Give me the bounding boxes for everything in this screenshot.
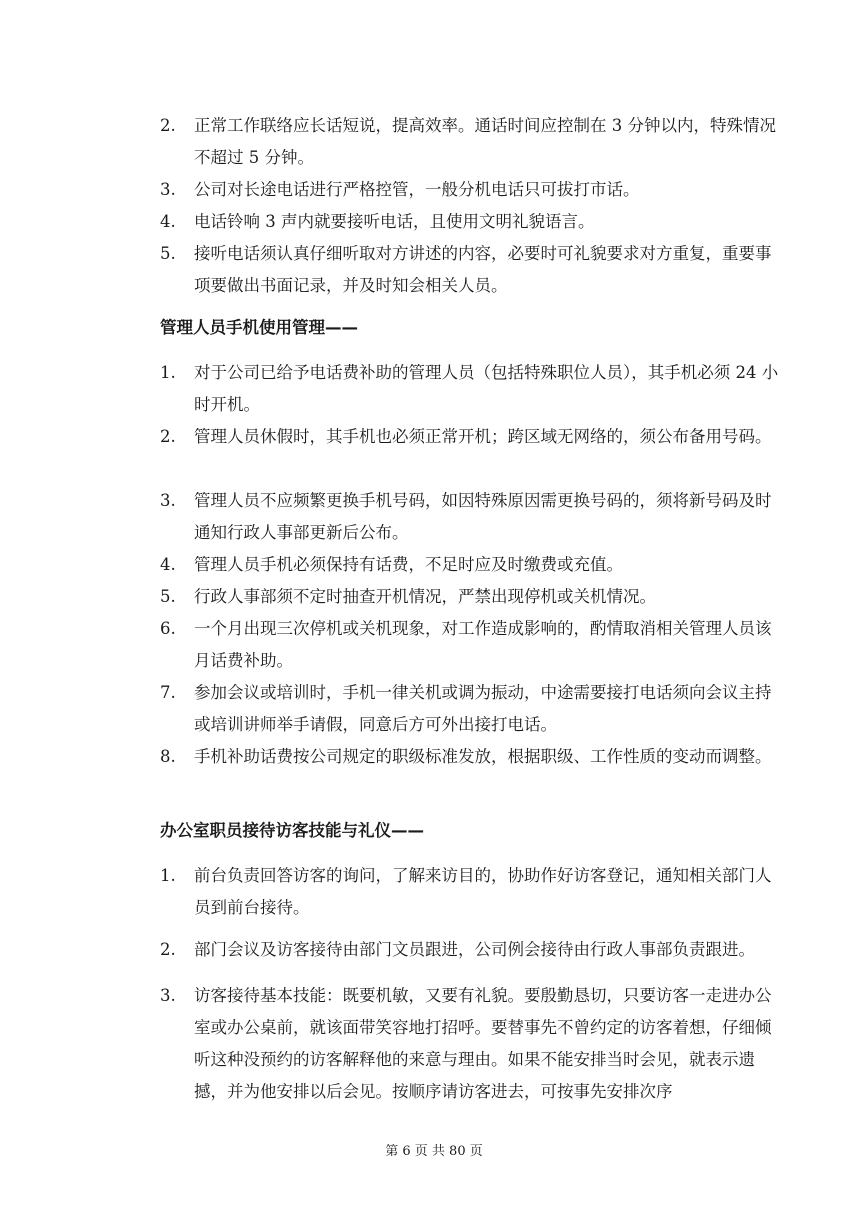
item-text: 电话铃响 3 声内就要接听电话，且使用文明礼貌语言。 [194,212,595,231]
item-text: 对于公司已给予电话费补助的管理人员（包括特殊职位人员），其手机必须 24 小时开机。 [194,363,779,414]
item-text: 接听电话须认真仔细听取对方讲述的内容，必要时可礼貌要求对方重复，重要事项要做出书面记录，并及时知会相关人员。 [194,244,772,295]
item-text: 管理人员休假时，其手机也必须正常开机；跨区域无网络的，须公布备用号码。 [194,427,772,446]
item-text: 一个月出现三次停机或关机现象，对工作造成影响的，酌情取消相关管理人员该月话费补助。 [194,619,772,670]
section-heading-visitor-reception: 办公室职员接待访客技能与礼仪—— [160,821,424,840]
item-text: 管理人员手机必须保持有话费，不足时应及时缴费或充值。 [194,555,623,574]
item-number: 1. [160,866,176,885]
item-number: 2. [160,116,176,135]
item-text: 管理人员不应频繁更换手机号码，如因特殊原因需更换号码的，须将新号码及时通知行政人事部更新后公布。 [194,491,772,542]
item-number: 5. [160,244,176,263]
section-heading-phone-management: 管理人员手机使用管理—— [160,318,358,337]
item-number: 2. [160,940,176,959]
item-text: 部门会议及访客接待由部门文员跟进，公司例会接待由行政人事部负责跟进。 [194,940,755,959]
item-text: 访客接待基本技能：既要机敏，又要有礼貌。要殷勤恳切，只要访客一走进办公室或办公桌前，就该面带笑容地打招呼。要替事先不曾约定的访客着想，仔细倾听这种没预约的访客解释他的来意与理由。如果不能安排当时会见，就表示遗撼，并为他安排以后会见。按顺序请访客进去，可按事先安排次序 [194,986,772,1101]
item-text: 前台负责回答访客的询问，了解来访目的，协助作好访客登记，通知相关部门人员到前台接待。 [194,866,772,917]
item-number: 2. [160,427,176,446]
item-number: 6. [160,619,176,638]
item-number: 8. [160,747,176,766]
item-number: 5. [160,587,176,606]
item-number: 4. [160,555,176,574]
item-number: 3. [160,491,176,510]
item-number: 3. [160,986,176,1005]
page-footer: 第 6 页 共 80 页 [385,1144,483,1159]
item-text: 手机补助话费按公司规定的职级标准发放，根据职级、工作性质的变动而调整。 [194,747,772,766]
item-number: 3. [160,180,176,199]
item-text: 正常工作联络应长话短说，提高效率。通话时间应控制在 3 分钟以内，特殊情况不超过 5 分钟。 [194,116,776,167]
item-number: 4. [160,212,176,231]
item-number: 1. [160,363,176,382]
item-number: 7. [160,683,176,702]
item-text: 公司对长途电话进行严格控管，一般分机电话只可拔打市话。 [194,180,640,199]
item-text: 参加会议或培训时，手机一律关机或调为振动，中途需要接打电话须向会议主持或培训讲师举手请假，同意后方可外出接打电话。 [194,683,772,734]
item-text: 行政人事部须不定时抽查开机情况，严禁出现停机或关机情况。 [194,587,656,606]
